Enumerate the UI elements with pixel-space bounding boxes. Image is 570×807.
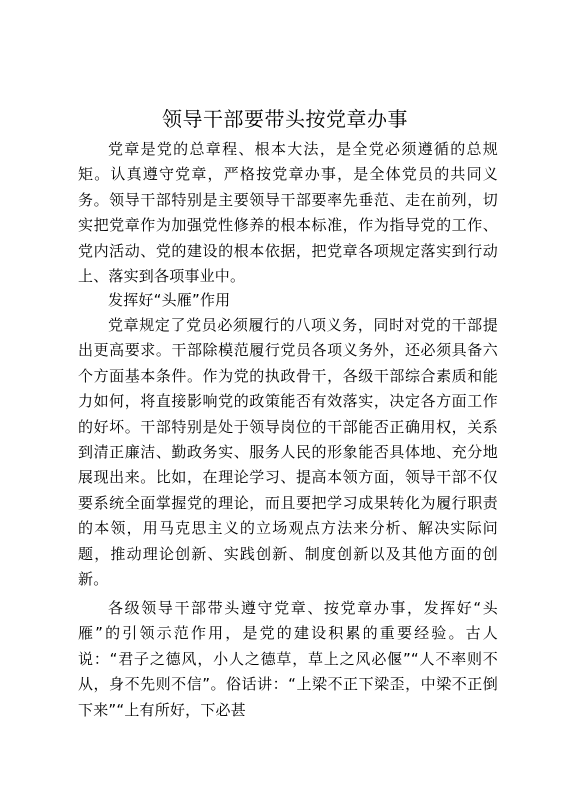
paragraph-2: 党章规定了党员必须履行的八项义务，同时对党的干部提出更高要求。干部除模范履行党员各项义务外，还必须具备六个方面基本条件。作为党的执政骨干，各级干部综合素质和能力如何，将直接影响党的政策能否有效落实，决定各方面工作的好坏。干部特别是处于领导岗位的干部能否正确用权，关系到清正廉洁、勤政务实、服务人民的形象能否具体地、充分地展现出来。比如，在理论学习、提高本领方面，领导干部不仅要系统全面掌握党的理论，而且要把学习成果转化为履行职责的本领，用马克思主义的立场观点方法来分析、解决实际问题，推动理论创新、实践创新、制度创新以及其他方面的创新。	[78, 316, 498, 589]
paragraph-3: 各级领导干部带头遵守党章、按党章办事，发挥好“头雁”的引领示范作用，是党的建设积累的重要经验。古人说：“君子之德风，小人之德草，草上之风必偃”“人不率则不从，身不先则不信”。俗话讲：“上梁不正下梁歪，中梁不正倒下来”“上有所好，下必甚	[78, 599, 498, 719]
paragraph-1: 党章是党的总章程、根本大法，是全党必须遵循的总规矩。认真遵守党章，严格按党章办事，是全体党员的共同义务。领导干部特别是主要领导干部要率先垂范、走在前列，切实把党章作为加强党性修养的根本标准，作为指导党的工作、党内活动、党的建设的根本依据，把党章各项规定落实到行动上、落实到各项事业中。	[78, 140, 498, 286]
document-title: 领导干部要带头按党章办事	[162, 107, 408, 131]
subheading: 发挥好“头雁”作用	[108, 291, 231, 309]
